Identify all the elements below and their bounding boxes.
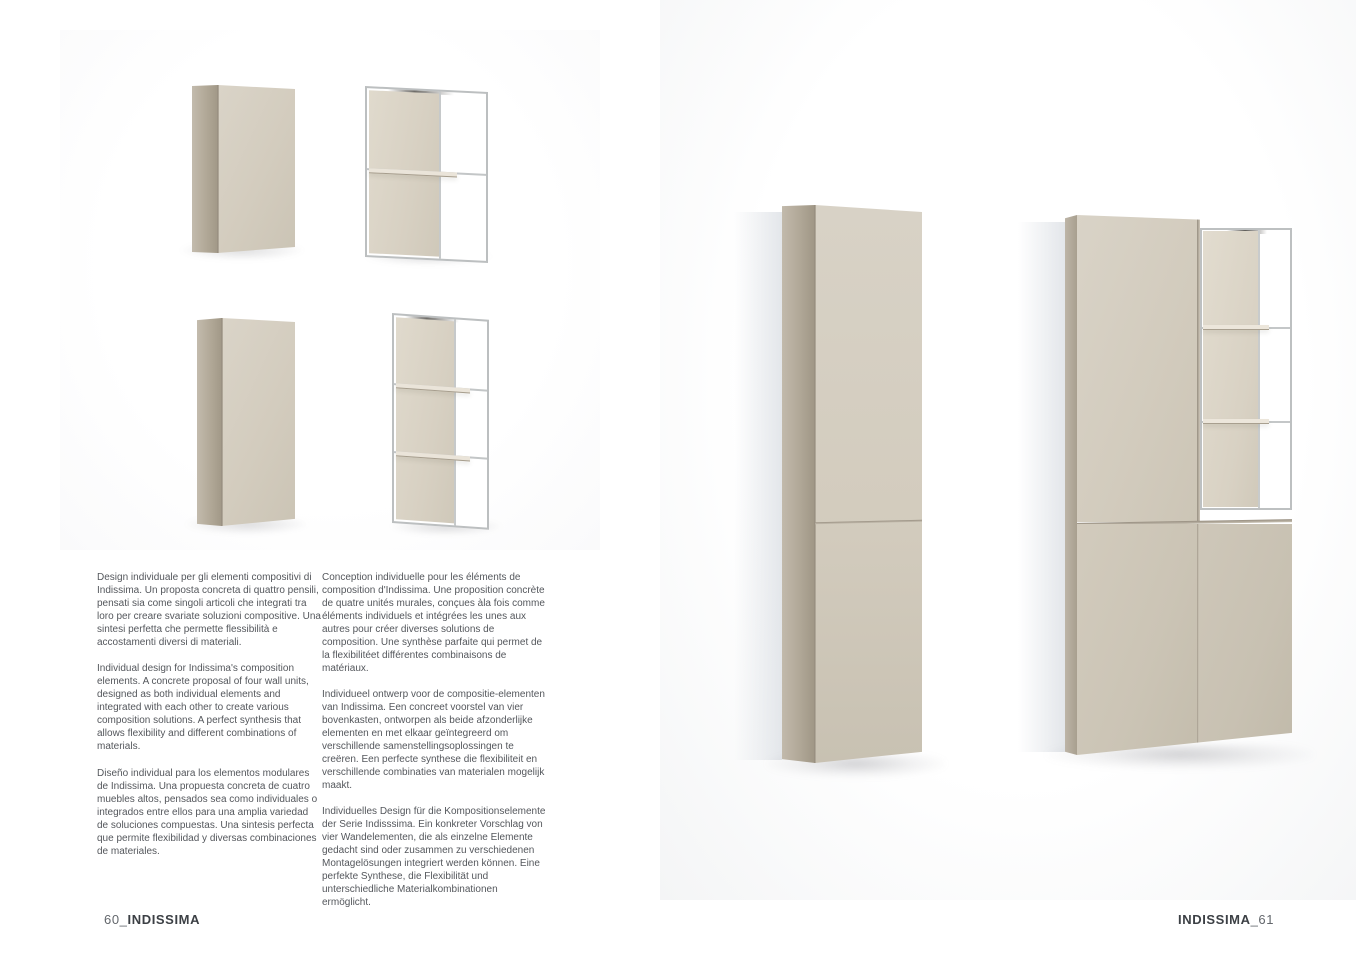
page-number-left: 60_ <box>104 912 128 927</box>
paragraph-english: Individual design for Indissima's composition elements. A concrete proposal of four wall units, designed as both individual elements and integrated with each other to create various composition solutions. A perfect synthesis that allows flexibility and different combinations of materials. <box>97 663 309 752</box>
composition-lower-right-door <box>1199 524 1292 755</box>
series-title-right: INDISSIMA <box>1178 912 1251 927</box>
paragraph-dutch: Individueel ontwerp voor de compositie-elementen van Indissima. Een concreet voorstel van vier bovenkasten, ontworpen als beide afzonderlijke elementen en met elkaar geïntegreerd om verschillende samenstellingsoplossingen te creëren. Een perfecte synthese die flexibiliteit en verschillende combinaties van materialen mogelijk maakt. <box>322 689 545 791</box>
footer-right-page <box>1178 912 1274 927</box>
shelf-back-panel <box>1203 231 1259 507</box>
text-column-right <box>322 571 546 922</box>
cabinet-door-seam <box>217 85 219 253</box>
paragraph-french: Conception individuelle pour les éléments de composition d'Indissima. Une proposition concrète de quatre unités murales, conçues àla fois comme éléments individuels et intégrées les unes aux autres pour créer diverses solutions de composition. Une synthèse parfaite qui permet de la flexibilitéet différentes combinaisons de matériaux. <box>322 572 545 674</box>
left-page-photo-background <box>60 30 600 550</box>
series-title-left: INDISSIMA <box>127 912 201 927</box>
cabinet-door-seam <box>221 318 223 526</box>
paragraph-italian: Design individuale per gli elementi compositivi di Indissima. Un proposta concreta di quattro pensili, pensati sia come singoli articoli che integrati tra loro per creare svariate soluzioni compositive. Una sintesi perfetta che permette flessibilità e accostamenti diversi di materiali. <box>97 572 321 648</box>
cabinet-door-front <box>218 85 295 253</box>
wall-cabinet-closed-small-image <box>192 85 295 253</box>
paragraph-spanish: Diseño individual para los elementos modulares de Indissima. Una propuesta concreta de cuatro muebles altos, pensados sea como individuales o integrados entre ellos para una amplia variedad de soluciones compuestas. Una sintesis perfecta que permite flexibilidad y diversas combinaciones de materiales. <box>97 768 318 857</box>
composition-left-shadow <box>1018 222 1065 752</box>
tall-column-left-shadow <box>734 212 782 760</box>
page-number-right: _61 <box>1250 912 1275 927</box>
text-column-left <box>97 571 321 871</box>
composition-upper-left-door <box>1077 215 1197 522</box>
chrome-rear-post <box>1258 230 1260 508</box>
footer-left-page <box>104 912 200 927</box>
shelf-board-upper <box>1203 325 1269 330</box>
composition-four-doors-open-shelf-image <box>1065 215 1292 755</box>
composition-lower-vertical-seam <box>1197 524 1199 755</box>
cabinet-side-panel <box>197 318 222 526</box>
column-side-panel <box>782 205 815 763</box>
open-frame-unit-three-compartments-image <box>392 313 489 530</box>
paragraph-german: Individuelles Design für die Kompositionselemente der Serie Indisssima. Ein konkreter Vorschlag von vier Wandelementen, die als einzelne Elemente gedacht sind oder zusammen zu verschiedenen Montagelösungen integriert werden können. Eine perfekte Synthese, die Flexibilität und unterschiedliche Materialkombinationen ermöglicht. <box>322 806 546 908</box>
shelf-board-lower <box>1203 419 1269 424</box>
chrome-rear-post <box>454 319 456 525</box>
column-door-seam <box>814 205 816 763</box>
composition-side-panel <box>1065 215 1077 755</box>
open-frame-unit-two-compartments-image <box>365 86 488 263</box>
shelf-back-panel <box>396 317 456 523</box>
wall-cabinet-closed-tall-image <box>197 318 295 526</box>
column-doors-front <box>815 205 922 763</box>
composition-lower-left-door <box>1077 524 1197 755</box>
cabinet-door-front <box>222 318 295 526</box>
composition-open-shelf-section <box>1200 228 1292 510</box>
cabinet-side-panel <box>192 85 218 253</box>
tall-wall-column-two-doors-image <box>782 205 922 763</box>
